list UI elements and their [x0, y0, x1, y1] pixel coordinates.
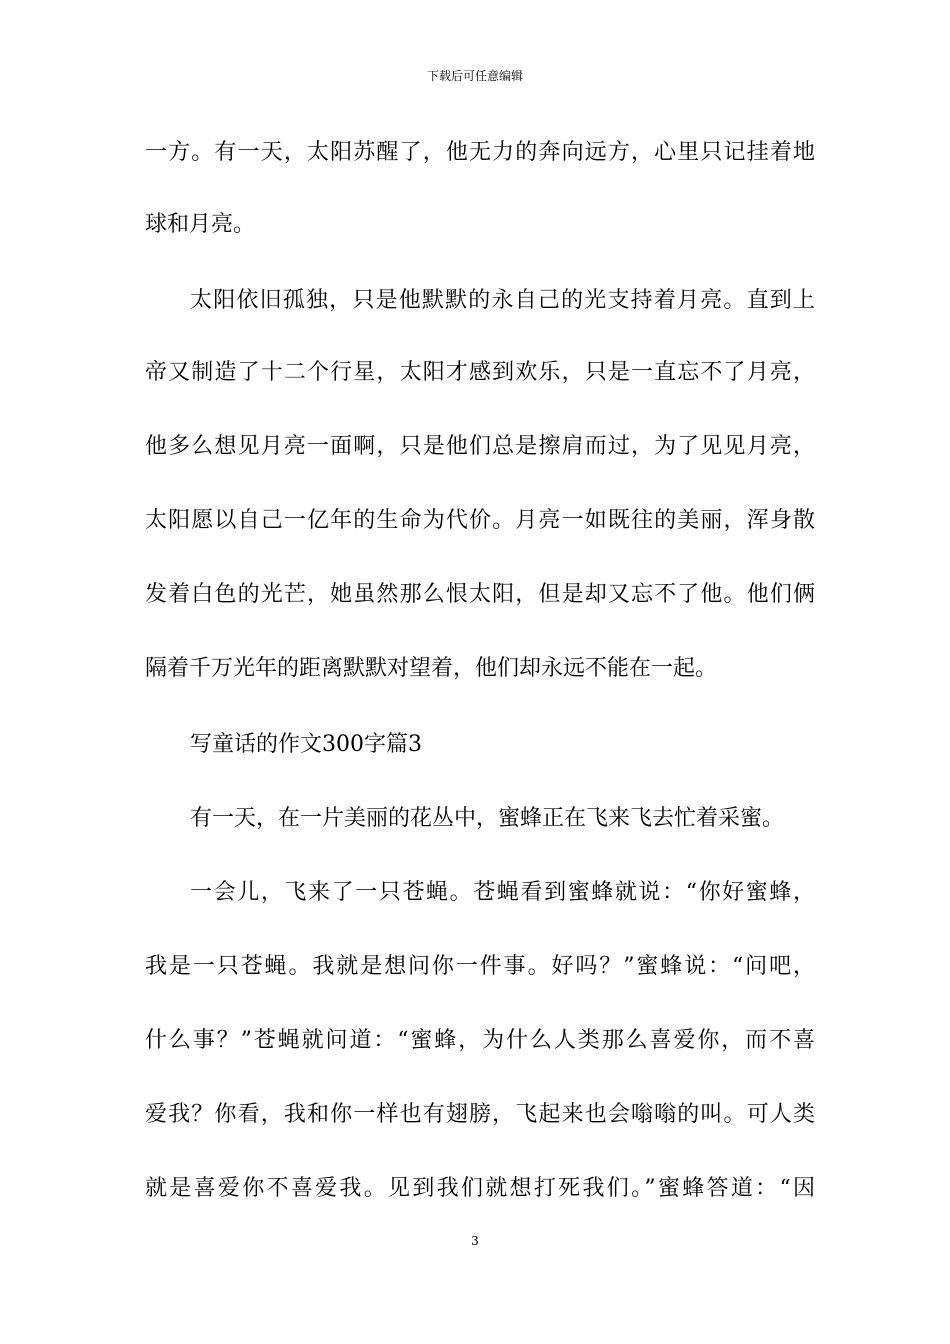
body-text-line: 球和月亮。 [145, 212, 256, 237]
page-number: 3 [471, 1234, 479, 1248]
body-text-line: 有一天，在一片美丽的花丛中，蜜蜂正在飞来飞去忙着采蜜。 [190, 806, 785, 831]
body-text-line: 一会儿，飞来了一只苍蝇。苍蝇看到蜜蜂就说：“你好蜜蜂， [190, 880, 815, 905]
body-text-line: 发着白色的光芒，她虽然那么恨太阳，但是却又忘不了他。他们俩 [145, 582, 815, 607]
body-text-line: 帝又制造了十二个行星，太阳才感到欢乐，只是一直忘不了月亮， [145, 360, 815, 385]
body-text-line: 太阳愿以自己一亿年的生命为代价。月亮一如既往的美丽，浑身散 [145, 508, 815, 533]
body-text-line: 太阳依旧孤独，只是他默默的永自己的光支持着月亮。直到上 [190, 288, 815, 313]
body-text-line: 我是一只苍蝇。我就是想问你一件事。好吗？”蜜蜂说：“问吧， [145, 954, 815, 979]
body-text-line: 什么事？”苍蝇就问道：“蜜蜂，为什么人类那么喜爱你，而不喜 [145, 1028, 815, 1053]
body-text-line: 隔着千万光年的距离默默对望着，他们却永远不能在一起。 [145, 656, 718, 681]
body-text-line: 爱我？你看，我和你一样也有翅膀，飞起来也会嗡嗡的叫。可人类 [145, 1102, 815, 1127]
page-header: 下载后可任意编辑 [426, 69, 523, 83]
body-text-line: 他多么想见月亮一面啊，只是他们总是擦肩而过，为了见见月亮， [145, 434, 815, 459]
body-text-line: 就是喜爱你不喜爱我。见到我们就想打死我们。”蜜蜂答道：“因 [145, 1176, 815, 1201]
body-text-line: 一方。有一天，太阳苏醒了，他无力的奔向远方，心里只记挂着地 [145, 140, 815, 165]
section-heading: 写童话的作文300字篇3 [190, 732, 422, 757]
